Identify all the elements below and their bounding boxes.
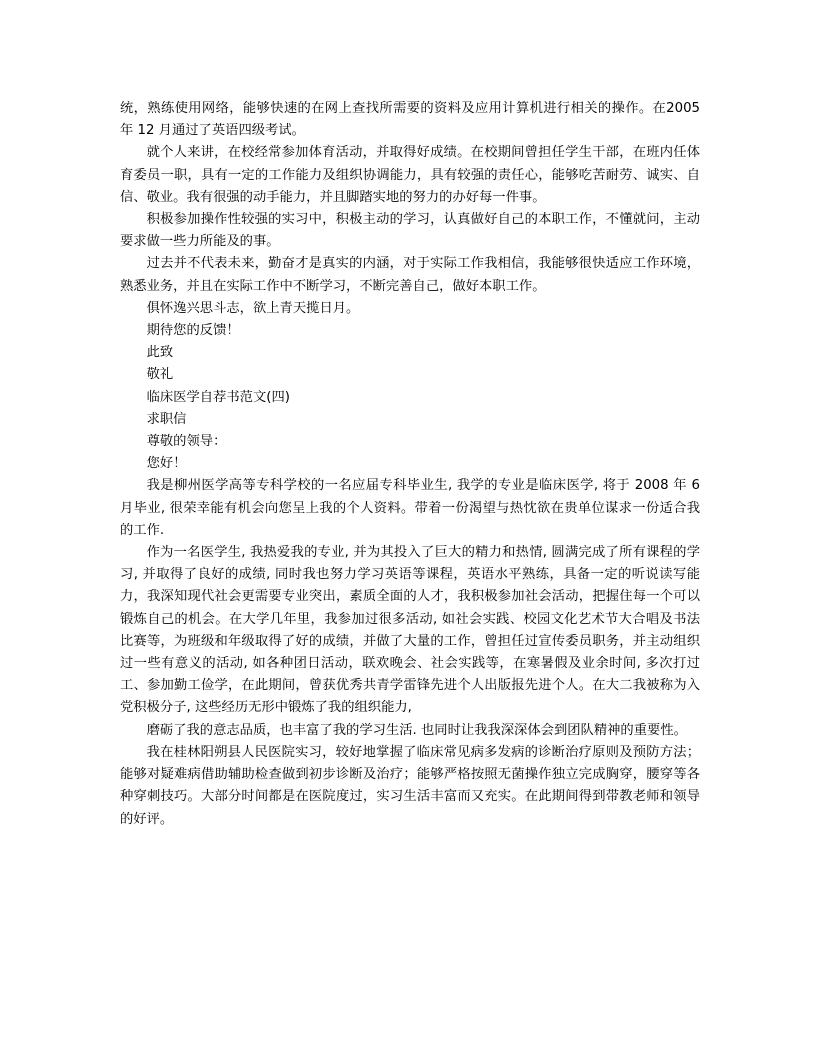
paragraph: 统，熟练使用网络，能够快速的在网上查找所需要的资料及应用计算机进行相关的操作。在2005 年 12 月通过了英语四级考试。 xyxy=(120,101,700,139)
paragraph: 磨砺了我的意志品质，也丰富了我的学习生活. 也同时让我我深深体会到团队精神的重要性。 xyxy=(146,722,687,738)
paragraph: 您好！ xyxy=(146,456,187,472)
document-body xyxy=(120,98,700,831)
paragraph: 临床医学自荐书范文(四) xyxy=(146,389,290,405)
paragraph: 就个人来讲，在校经常参加体育活动，并取得好成绩。在校期间曾担任学生干部，在班内任体育委员一职，具有一定的工作能力及组织协调能力，具有较强的责任心，能够吃苦耐劳、诚实、自信、敬业。我有很强的动手能力，并且脚踏实地的努力的办好每一件事。 xyxy=(120,145,700,205)
paragraph: 积极参加操作性较强的实习中，积极主动的学习，认真做好自己的本职工作，不懂就问，主动要求做一些力所能及的事。 xyxy=(120,212,700,250)
paragraph: 我在桂林阳朔县人民医院实习，较好地掌握了临床常见病多发病的诊断治疗原则及预防方法；能够对疑难病借助辅助检查做到初步诊断及治疗；能够严格按照无菌操作独立完成胸穿，腰穿等各种穿刺技巧。大部分时间都是在医院度过，实习生活丰富而又充实。在此期间得到带教老师和领导的好评。 xyxy=(120,744,700,827)
paragraph: 期待您的反馈！ xyxy=(146,323,240,339)
paragraph: 我是柳州医学高等专科学校的一名应届专科毕业生, 我学的专业是临床医学, 将于 2008 年 6 月毕业, 很荣幸能有机会向您呈上我的个人资料。带着一份渴望与热忱欲在贵单位谋求一份适合我的工作. xyxy=(120,478,700,538)
paragraph: 过去并不代表未来，勤奋才是真实的内涵，对于实际工作我相信，我能够很快适应工作环境，熟悉业务，并且在实际工作中不断学习，不断完善自己，做好本职工作。 xyxy=(120,256,700,294)
paragraph: 敬礼 xyxy=(146,367,174,383)
paragraph: 作为一名医学生, 我热爱我的专业, 并为其投入了巨大的精力和热情, 圆满完成了所有课程的学习, 并取得了良好的成绩, 同时我也努力学习英语等课程，英语水平熟练，具备一定的听说读写能力，我深知现代社会更需要专业突出，素质全面的人才，我积极参加社会活动，把握住每一个可以锻炼自己的机会。在大学几年里，我参加过很多活动, 如社会实践、校园文化艺术节大合唱及书法比赛等，为班级和年级取得了好的成绩，并做了大量的工作，曾担任过宣传委员职务，并主动组织过一些有意义的活动, 如各种团日活动，联欢晚会、社会实践等，在寒暑假及业余时间, 多次打过工、参加勤工俭学，在此期间，曾获优秀共青学雷锋先进个人出版报先进个人。在大二我被称为入党积极分子, 这些经历无形中锻炼了我的组织能力, xyxy=(120,545,700,716)
paragraph: 尊敬的领导： xyxy=(146,434,227,450)
paragraph: 此致 xyxy=(146,345,174,361)
paragraph: 求职信 xyxy=(146,411,187,427)
paragraph: 俱怀逸兴思斗志，欲上青天揽日月。 xyxy=(146,300,360,316)
